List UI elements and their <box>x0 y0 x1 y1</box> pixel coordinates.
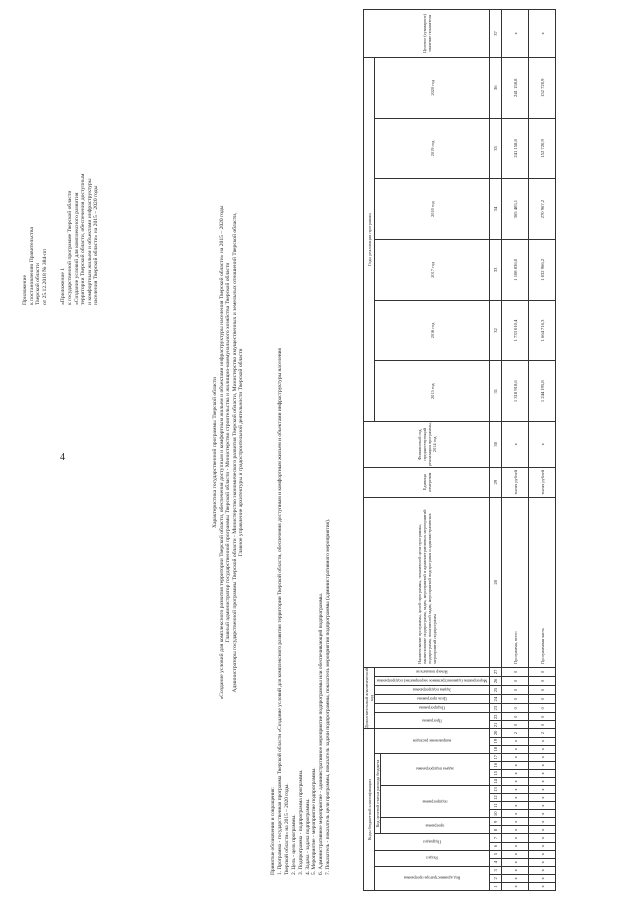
row-target: x <box>529 10 556 58</box>
year-2015: 2015 год <box>375 361 490 422</box>
header-extra-code: Дополнительный аналитический код <box>364 668 374 729</box>
header-fin-year: Финансовый год, предшествующий реализации программы, 2014 год <box>364 422 490 468</box>
year-2020: 2020 год <box>375 57 490 118</box>
legend-line: Принятые обозначения и сокращения: <box>270 787 276 875</box>
col-subprogram-task: Задача подпрограммы <box>375 686 490 695</box>
col-admin-code: Код администратора программы <box>375 866 490 890</box>
col-program-goal: Цель программы <box>375 695 490 704</box>
legend-line: 2. Цель - цель программы. <box>290 814 297 875</box>
appendix-line: территории Тверской области, обеспечения доступным <box>80 173 87 305</box>
legend-block <box>270 348 332 875</box>
row-unit: тысяч рублей <box>529 467 556 497</box>
legend-line: 7. Показатель - показатель цели программы, показатель задачи подпрограммы, показатель мероприятия подпрограммы (административного мероприятия). <box>325 518 332 875</box>
col-section: Раздел <box>375 850 490 866</box>
header-years: Годы реализации программы <box>364 57 375 421</box>
heading-line: Главный администратор государственной программы Тверской области - Министерство строительства и жилищно-коммунального хозяйства Тверской области <box>225 262 232 643</box>
table-row-program-total: x x x x x x x x x x x x x x x x x x x 2 0 0 0 0 0 0 0 Программа, всего тысяч рублей x 1 318 918,6 1 733 010,4 1 108 836,0 365 405,1 241 158,8 241 158,8 x <box>502 10 529 891</box>
appendix-line: к постановлению Правительства <box>28 227 35 305</box>
appendix-line: населения Тверской области» на 2015 – 2020 годы <box>93 185 100 305</box>
appendix-line: Тверской области <box>35 263 42 305</box>
legend-line: Тверской области» на 2015 – 2020 годы. <box>283 783 290 875</box>
col-subprogram: Подпрограмма <box>375 704 490 713</box>
legend-line: 4. Задача - задача подпрограммы. <box>304 798 311 875</box>
col-expense-type: направление расходов <box>375 729 490 753</box>
appendix-line: Приложение <box>22 274 28 305</box>
heading-line: «Создание условий для комплексного развития территории Тверской области, обеспечения доступным и комфортным жильем и объектами инфраструктуры населения Тверской области» на 2015 – 2020 годы <box>218 205 225 700</box>
row-label: Программа, всего <box>502 497 529 667</box>
column-number-row: 1 2 3 4 5 6 7 8 9 10 11 12 13 14 15 16 17 18 19 20 21 22 23 24 25 26 27 28 29 30 31 32 33 34 35 36 37 <box>490 10 502 891</box>
legend-line: 1. Программа - государственная программа Тверской области «Создание условий для комплексного развития территории Тверской области, обеспечения доступным и комфортным жильем и объектами инфраструктуры населения <box>276 348 283 875</box>
col-event: Мероприятие (административное мероприятие) подпрограммы <box>375 676 490 685</box>
year-2018: 2018 год <box>375 179 490 240</box>
heading-line: Администраторы государственной программы Тверской области - Министерство экономического развития Тверской области, Министерство имущественных и земельных отношений Тверской области, <box>231 212 238 693</box>
year-2017: 2017 год <box>375 239 490 300</box>
heading-line: Характеристика государственной программы Тверской области <box>212 376 218 529</box>
col-program: Программа <box>375 713 490 729</box>
row-unit: тысяч рублей <box>502 467 529 497</box>
legend-line: 6. Административное мероприятие - административное мероприятие подпрограммы или обеспечивающей подпрограммы. <box>318 592 325 875</box>
appendix-line: «Создание условий для комплексного развития <box>73 192 80 305</box>
header-unit: Единица измерения <box>364 467 490 497</box>
header-target: Целевое (суммарное) значение показателя <box>364 10 490 58</box>
program-table <box>363 9 556 891</box>
row-target: x <box>502 10 529 58</box>
col-target-article: Код целевой статьи расхода бюджета <box>375 753 381 834</box>
col-program-sub: программа <box>381 818 490 834</box>
appendix-line: от 25.12.2018 № 384-пп <box>41 248 48 305</box>
appendix-line: к государственной программе Тверской области <box>66 190 73 305</box>
document-heading <box>212 0 245 905</box>
header-budget-codes: Коды бюджетной классификации <box>364 729 375 891</box>
appendix-line: и комфортным жильем и объектами инфраструктуры <box>86 178 93 305</box>
col-task-sub: задача подпрограммы <box>381 753 490 785</box>
legend-line: 3. Подпрограмма - подпрограмма программы. <box>297 769 304 875</box>
row-fin-year: x <box>529 422 556 468</box>
year-2019: 2019 год <box>375 118 490 179</box>
col-indicator-number: Номер показателя <box>375 667 490 676</box>
appendix-line: «Приложение 1 <box>60 267 67 305</box>
legend-line: 5. Мероприятие - мероприятие подпрограммы. <box>311 767 318 875</box>
page-number: 4 <box>60 452 65 463</box>
col-subsection: Подраздел <box>375 834 490 850</box>
col-subprogram-sub: подпрограмма <box>381 785 490 817</box>
table-row-program-part: x x x x x x x x x x x x x x x x x x x 2 0 0 0 0 0 0 0 Программная часть тысяч рублей x 1 244 195,8 1 664 716,3 1 032 966,2 270 967,2 152 720,9 152 720,9 x <box>529 10 556 891</box>
row-label: Программная часть <box>529 497 556 667</box>
heading-line: Главное управление архитектуры и градостроительной деятельности Тверской области <box>238 348 245 557</box>
header-description: Наименование программы, целей программы, показателей цели программы, наименование подпрограмм, задач, мероприятий и административных мероприятий подпрограмм, показателей задач, мероприятий подпрограмм и административных мероприятий подпрограмм <box>364 497 490 667</box>
appendix-block <box>22 5 100 305</box>
year-2016: 2016 год <box>375 300 490 361</box>
row-fin-year: x <box>502 422 529 468</box>
